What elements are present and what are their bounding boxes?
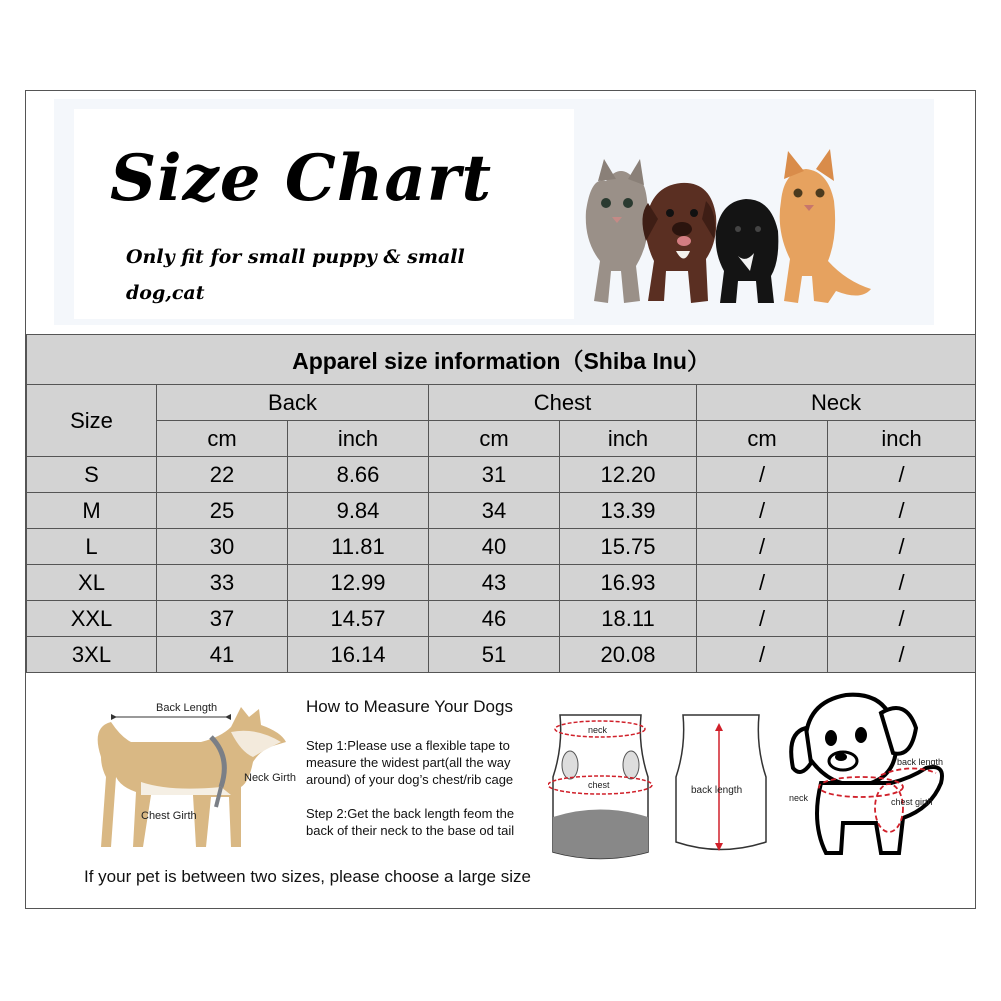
chest-inch-cell: 20.08 xyxy=(560,637,697,673)
table-caption: Apparel size information（Shiba Inu） xyxy=(27,335,976,385)
back-inch-cell: 16.14 xyxy=(288,637,429,673)
cartoon-puppy-diagram xyxy=(781,683,971,873)
back-inch-cell: 14.57 xyxy=(288,601,429,637)
neck-inch-cell: / xyxy=(828,565,976,601)
step1-line: measure the widest part(all the way xyxy=(306,755,511,770)
step2-line: Step 2:Get the back length feom the xyxy=(306,806,515,821)
neck-cm-cell: / xyxy=(697,565,828,601)
chest-inch-cell: 12.20 xyxy=(560,457,697,493)
puppy-neck-label: neck xyxy=(789,793,809,803)
table-row xyxy=(27,457,976,493)
chest-cm-cell: 31 xyxy=(429,457,560,493)
shirt-back-length-label: back length xyxy=(691,785,743,796)
back-cm-cell: 22 xyxy=(157,457,288,493)
back-cm-cell: 41 xyxy=(157,637,288,673)
chest-inch-cell: 15.75 xyxy=(560,529,697,565)
step1-line: around) of your dog’s chest/rib cage xyxy=(306,772,514,787)
unit-header: cm xyxy=(697,421,828,457)
unit-header: inch xyxy=(828,421,976,457)
measure-guide xyxy=(26,673,975,908)
table-row xyxy=(27,529,976,565)
kittens-puppies-image xyxy=(566,141,886,316)
unit-header: inch xyxy=(560,421,697,457)
shiba-dog-illustration xyxy=(81,687,311,857)
size-cell: XL xyxy=(27,565,157,601)
orange-kitten-icon xyxy=(780,149,871,303)
neck-inch-cell: / xyxy=(828,493,976,529)
neck-inch-cell: / xyxy=(828,601,976,637)
size-cell: XXL xyxy=(27,601,157,637)
neck-cm-cell: / xyxy=(697,457,828,493)
shirt-chest-label: chest xyxy=(588,780,610,790)
grey-kitten-icon xyxy=(586,159,649,303)
chest-cm-cell: 43 xyxy=(429,565,560,601)
neck-cm-cell: / xyxy=(697,529,828,565)
chest-inch-cell: 16.93 xyxy=(560,565,697,601)
back-cm-cell: 37 xyxy=(157,601,288,637)
table-row xyxy=(27,601,976,637)
neck-inch-cell: / xyxy=(828,457,976,493)
step2-line: back of their neck to the base od tail xyxy=(306,823,515,838)
back-inch-cell: 8.66 xyxy=(288,457,429,493)
unit-header: cm xyxy=(429,421,560,457)
chest-girth-label: Chest Girth xyxy=(141,810,197,822)
back-cm-cell: 25 xyxy=(157,493,288,529)
size-chart-card xyxy=(25,90,976,909)
chest-cm-cell: 51 xyxy=(429,637,560,673)
neck-inch-cell: / xyxy=(828,529,976,565)
neck-cm-cell: / xyxy=(697,637,828,673)
shirt-neck-label: neck xyxy=(588,725,608,735)
size-cell: M xyxy=(27,493,157,529)
puppy-back-length-label: back length xyxy=(897,757,944,767)
size-table xyxy=(26,334,976,673)
size-note: If your pet is between two sizes, please choose a large size xyxy=(84,867,531,886)
how-to-title: How to Measure Your Dogs xyxy=(306,697,513,716)
shirt-back-diagram xyxy=(671,707,771,857)
neck-cm-cell: / xyxy=(697,493,828,529)
size-column-header: Size xyxy=(27,385,157,457)
unit-header: cm xyxy=(157,421,288,457)
back-inch-cell: 11.81 xyxy=(288,529,429,565)
table-row xyxy=(27,565,976,601)
measure-steps xyxy=(306,737,533,847)
page-title: Size Chart xyxy=(110,141,493,216)
group-header-chest: Chest xyxy=(429,385,697,421)
table-row xyxy=(27,493,976,529)
chest-cm-cell: 46 xyxy=(429,601,560,637)
back-length-label: Back Length xyxy=(156,702,218,714)
puppy-chest-girth-label: chest girth xyxy=(891,797,933,807)
unit-header: inch xyxy=(288,421,429,457)
chest-inch-cell: 13.39 xyxy=(560,493,697,529)
brown-puppy-icon xyxy=(642,183,716,303)
back-cm-cell: 33 xyxy=(157,565,288,601)
neck-girth-label: Neck Girth xyxy=(244,772,296,784)
size-cell: S xyxy=(27,457,157,493)
shirt-front-diagram xyxy=(548,707,653,867)
chest-cm-cell: 34 xyxy=(429,493,560,529)
size-cell: L xyxy=(27,529,157,565)
group-header-back: Back xyxy=(157,385,429,421)
back-inch-cell: 12.99 xyxy=(288,565,429,601)
neck-cm-cell: / xyxy=(697,601,828,637)
black-puppy-icon xyxy=(716,199,779,303)
back-cm-cell: 30 xyxy=(157,529,288,565)
back-inch-cell: 9.84 xyxy=(288,493,429,529)
neck-inch-cell: / xyxy=(828,637,976,673)
header-banner xyxy=(26,91,975,334)
step1-line: Step 1:Please use a flexible tape to xyxy=(306,738,510,753)
size-cell: 3XL xyxy=(27,637,157,673)
chest-inch-cell: 18.11 xyxy=(560,601,697,637)
page-subtitle: Only fit for small puppy & small dog,cat xyxy=(126,246,465,304)
group-header-neck: Neck xyxy=(697,385,976,421)
table-row xyxy=(27,637,976,673)
chest-cm-cell: 40 xyxy=(429,529,560,565)
